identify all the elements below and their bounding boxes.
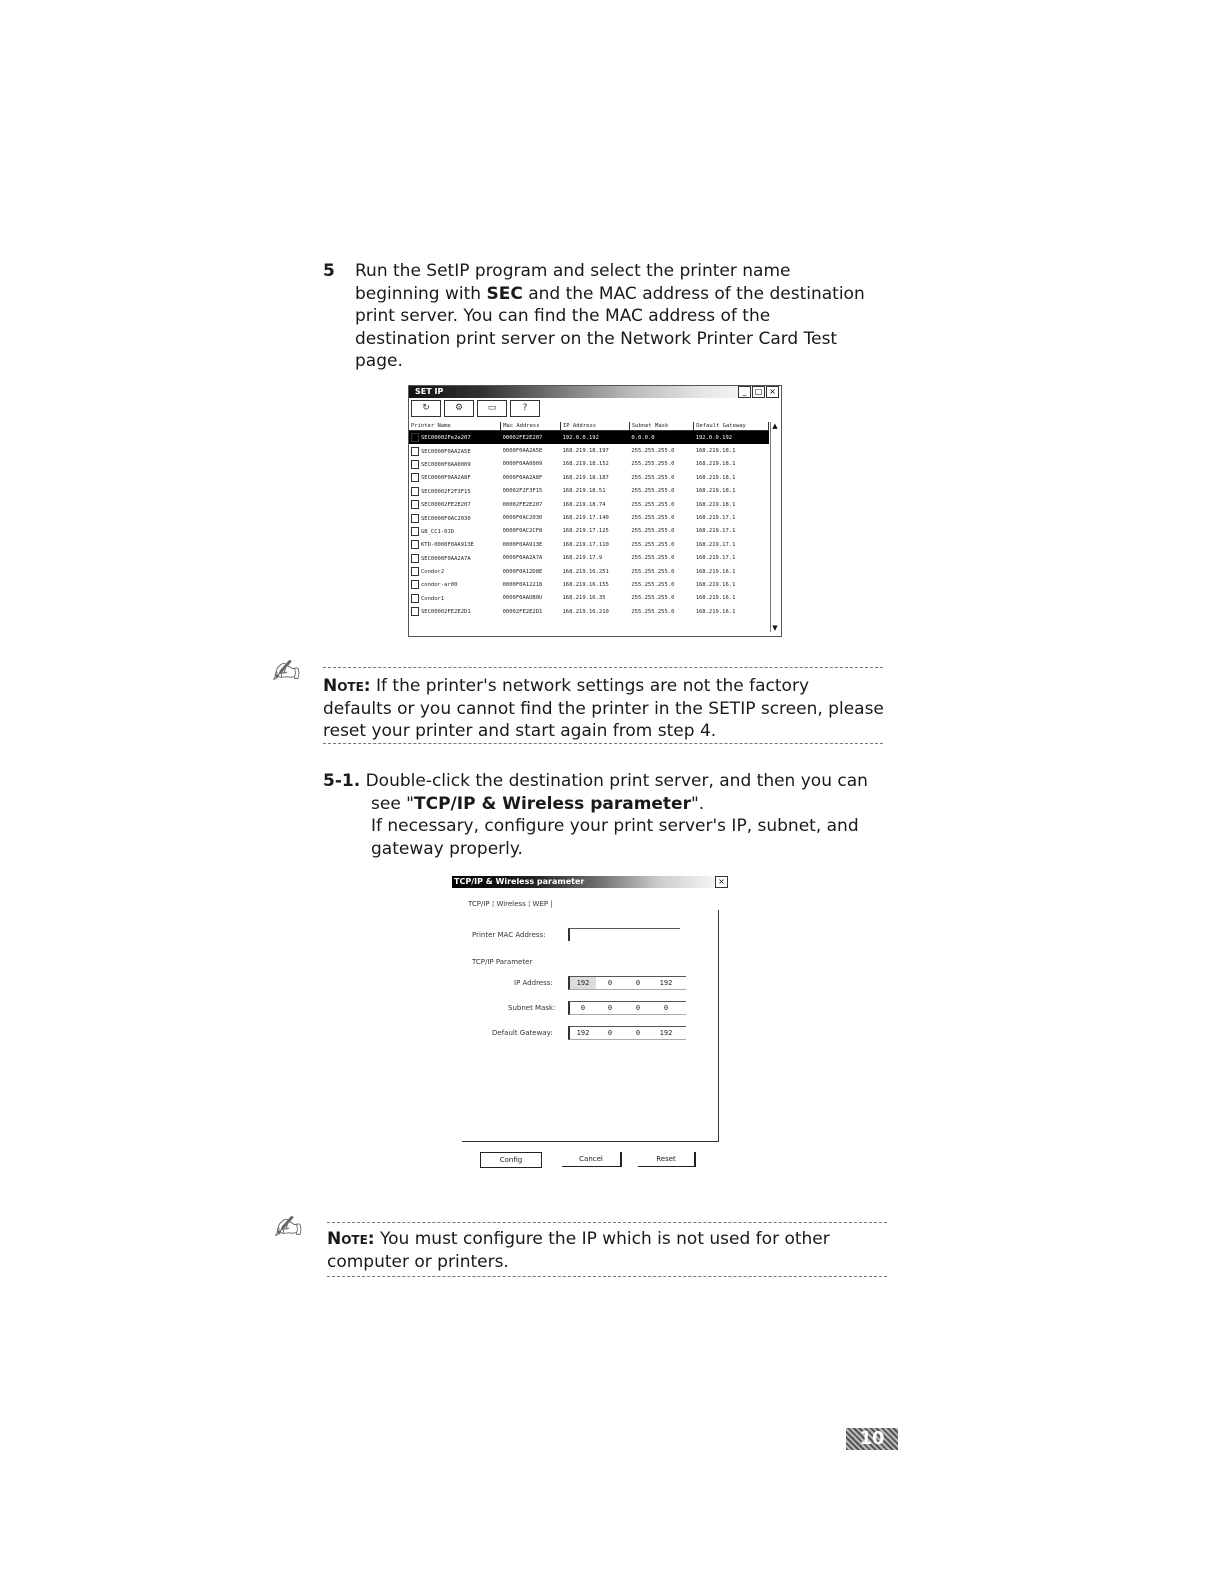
table-cell: 255.255.255.0 (631, 474, 675, 481)
printer-icon (411, 514, 419, 523)
table-cell: 168.219.16.35 (562, 595, 606, 602)
tcp-titlebar: TCP/IP & Wireless parameter × (452, 876, 728, 888)
table-row[interactable] (409, 444, 769, 457)
table-cell: 168.219.18.51 (562, 488, 606, 495)
table-cell: SEC00002F2F3F15 (409, 485, 501, 498)
table-row[interactable] (409, 458, 769, 471)
close-icon[interactable]: × (715, 876, 728, 888)
note-hand-icon: ✍ (274, 1208, 303, 1248)
printer-icon (411, 540, 419, 549)
setip-titlebar: SET IP _ □ × (409, 386, 781, 398)
table-cell: 168.219.17.1 (695, 528, 736, 535)
page-number: 10 (846, 1428, 898, 1450)
step-5-text: Run the SetIP program and select the printer name beginning with SEC and the MAC address of the destination print server. You can find the MAC address of the destination print server on the Network Printer Card Test page. (355, 261, 865, 371)
table-cell: 255.255.255.0 (631, 501, 675, 508)
table-row[interactable] (409, 538, 769, 551)
column-header[interactable]: Subnet Mask (629, 422, 693, 431)
subnet-label: Subnet Mask: (508, 1004, 556, 1012)
table-header (409, 422, 769, 431)
table-cell: 255.255.255.0 (631, 555, 675, 562)
setip-toolbar (409, 398, 781, 418)
table-cell: SEC0000F0AA2A5E (409, 444, 501, 457)
table-cell: SEC00002Fe2e207 (409, 431, 501, 445)
table-cell: 255.255.255.0 (631, 488, 675, 495)
table-cell: 168.219.18.1 (695, 461, 736, 468)
divider (327, 1276, 887, 1277)
table-cell: 0000F0AA0009 (502, 461, 543, 468)
table-row[interactable] (409, 431, 769, 445)
table-cell: 0000F0A12218 (502, 581, 543, 588)
table-row[interactable] (409, 498, 769, 511)
table-cell: 0000F0AA2A8F (502, 474, 543, 481)
reset-button[interactable]: Reset (638, 1152, 696, 1167)
mac-label: Printer MAC Address: (472, 931, 546, 939)
table-cell: Condor2 (409, 565, 501, 578)
table-cell: 0000F0AA913E (502, 541, 543, 548)
column-header[interactable]: Default Gateway (694, 422, 769, 431)
table-cell: 168.219.18.152 (562, 461, 609, 468)
table-row[interactable] (409, 525, 769, 538)
tab-tcpip[interactable]: TCP/IP (468, 900, 490, 908)
column-header[interactable]: Mac Address (501, 422, 561, 431)
table-cell: 168.219.17.1 (695, 541, 736, 548)
cancel-button[interactable]: Cancel (562, 1152, 622, 1167)
table-cell: 168.219.17.140 (562, 515, 609, 522)
ip-label: IP Address: (514, 979, 553, 987)
table-cell: 168.219.17.125 (562, 528, 609, 535)
table-row[interactable] (409, 511, 769, 524)
table-cell: 168.219.16.251 (562, 568, 609, 575)
table-cell: SEC0000F0AA2A8F (409, 471, 501, 484)
table-cell: 168.219.17.110 (562, 541, 609, 548)
printer-icon (411, 554, 419, 563)
divider (323, 667, 883, 668)
table-cell: 00002FE2E2D1 (502, 608, 543, 615)
table-cell: 168.219.17.1 (695, 555, 736, 562)
table-row[interactable] (409, 485, 769, 498)
table-cell: 168.219.16.1 (695, 568, 736, 575)
ip-address-field[interactable]: 192 0 0 192 (568, 976, 686, 990)
mac-field[interactable] (568, 928, 680, 941)
table-cell: Condor1 (409, 592, 501, 605)
table-cell: 00002F2F3F15 (502, 488, 543, 495)
table-cell: 00002FE2E207 (502, 501, 543, 508)
table-cell: 0000F0AAUB0U (502, 595, 543, 602)
printer-icon (411, 500, 419, 509)
printer-icon (411, 567, 419, 576)
table-cell: 255.255.255.0 (631, 581, 675, 588)
subnet-mask-field[interactable]: 0 0 0 0 (568, 1001, 686, 1015)
table-cell: SEC0000F0AC2030 (409, 511, 501, 524)
scroll-down-icon[interactable]: ▼ (772, 624, 778, 632)
table-row[interactable] (409, 578, 769, 591)
table-cell: 255.255.255.0 (631, 515, 675, 522)
table-cell: 168.219.16.1 (695, 608, 736, 615)
note-1: Note: If the printer's network settings are not the factory defaults or you cannot find the printer in the SETIP screen, please reset your printer and start again from step 4. (323, 676, 884, 741)
printer-icon (411, 607, 419, 616)
table-cell: SEC0000F0AA0009 (409, 458, 501, 471)
table-cell: 168.219.16.1 (695, 581, 736, 588)
table-row[interactable] (409, 552, 769, 565)
table-cell: 168.219.18.197 (562, 448, 609, 455)
scroll-up-icon[interactable]: ▲ (772, 422, 778, 430)
table-cell: 168.219.16.210 (562, 608, 609, 615)
tab-wireless[interactable]: Wireless (496, 900, 526, 908)
table-cell: 00002FE2E207 (501, 431, 561, 445)
table-cell: 168.219.18.187 (562, 474, 609, 481)
table-cell: GB_CC1-0JD (409, 525, 501, 538)
table-cell: 0000F0AC2CF8 (502, 528, 543, 535)
printer-icon (411, 527, 419, 536)
gateway-label: Default Gateway: (492, 1029, 553, 1037)
table-cell: 168.219.18.1 (695, 448, 736, 455)
panel-border (462, 1141, 719, 1142)
table-cell: 168.219.16.1 (695, 595, 736, 602)
close-icon[interactable]: × (766, 386, 779, 398)
group-label: TCP/IP Parameter (472, 958, 533, 966)
table-row[interactable] (409, 592, 769, 605)
printer-icon (411, 580, 419, 589)
printer-icon (411, 460, 419, 469)
step-5-1: 5-1. Double-click the destination print server, and then you can see "TCP/IP & Wireless parameter". If necessary, configure your print server's IP, subnet, and gateway properly. (323, 771, 868, 859)
tcp-window (452, 876, 728, 1166)
table-cell: 255.255.255.0 (631, 608, 675, 615)
divider (323, 743, 883, 744)
printer-icon (411, 433, 419, 442)
printer-icon (411, 473, 419, 482)
default-gateway-field[interactable]: 192 0 0 192 (568, 1026, 686, 1040)
printer-icon (411, 447, 419, 456)
panel-border (718, 910, 719, 1142)
printer-icon (411, 487, 419, 496)
tab-bar: TCP/IP ¦ Wireless ¦ WEP | (468, 900, 553, 908)
table-cell: 192.0.0.192 (560, 431, 629, 445)
config-button[interactable]: Config (480, 1152, 542, 1168)
table-cell: SEC00002FE2E207 (409, 498, 501, 511)
step-5-number: 5 (323, 261, 335, 281)
column-header[interactable]: IP Address (560, 422, 629, 431)
printer-table (409, 422, 769, 618)
table-cell: 0000F0A12D8E (502, 568, 543, 575)
table-cell: 255.255.255.0 (631, 541, 675, 548)
note-hand-icon: ✍ (272, 652, 301, 692)
table-cell: 0000F0AA2A5E (502, 448, 543, 455)
table-cell: 255.255.255.0 (631, 448, 675, 455)
table-cell: 168.219.18.74 (562, 501, 606, 508)
print-icon[interactable]: ▭ (477, 400, 507, 417)
table-cell: 168.219.18.1 (695, 501, 736, 508)
table-cell: 255.255.255.0 (631, 595, 675, 602)
table-cell: 255.255.255.0 (631, 461, 675, 468)
table-cell: 0.0.0.0 (629, 431, 693, 445)
note-2: Note: You must configure the IP which is not used for other computer or printers. (327, 1229, 830, 1272)
table-cell: 168.219.16.155 (562, 581, 609, 588)
help-icon[interactable]: ? (510, 400, 540, 417)
table-cell: 192.0.0.192 (694, 431, 769, 445)
table-cell: SEC00002FE2E2D1 (409, 605, 501, 618)
tab-wep[interactable]: WEP (532, 900, 549, 908)
table-cell: 255.255.255.0 (631, 568, 675, 575)
maximize-icon[interactable]: □ (752, 386, 765, 398)
table-cell: condor-ar00 (409, 578, 501, 591)
table-cell: SEC0000F0AA2A7A (409, 552, 501, 565)
column-header[interactable]: Printer Name (409, 422, 501, 431)
table-cell: 0000F0AA2A7A (502, 555, 543, 562)
printer-icon (411, 594, 419, 603)
table-cell: 168.219.18.1 (695, 474, 736, 481)
search-icon[interactable]: ↻ (411, 400, 441, 417)
table-cell: 168.219.17.9 (562, 555, 603, 562)
table-row[interactable] (409, 471, 769, 484)
table-cell: 255.255.255.0 (631, 528, 675, 535)
minimize-icon[interactable]: _ (738, 386, 751, 398)
table-cell: 168.219.18.1 (695, 488, 736, 495)
scrollbar[interactable] (770, 422, 779, 632)
table-cell: 168.219.17.1 (695, 515, 736, 522)
table-row[interactable] (409, 565, 769, 578)
setip-window (408, 385, 782, 637)
divider (327, 1222, 887, 1223)
table-cell: KTD-0000F0AA913E (409, 538, 501, 551)
table-cell: 0000F0AC2030 (502, 515, 543, 522)
settings-icon[interactable]: ⚙ (444, 400, 474, 417)
table-row[interactable] (409, 605, 769, 618)
